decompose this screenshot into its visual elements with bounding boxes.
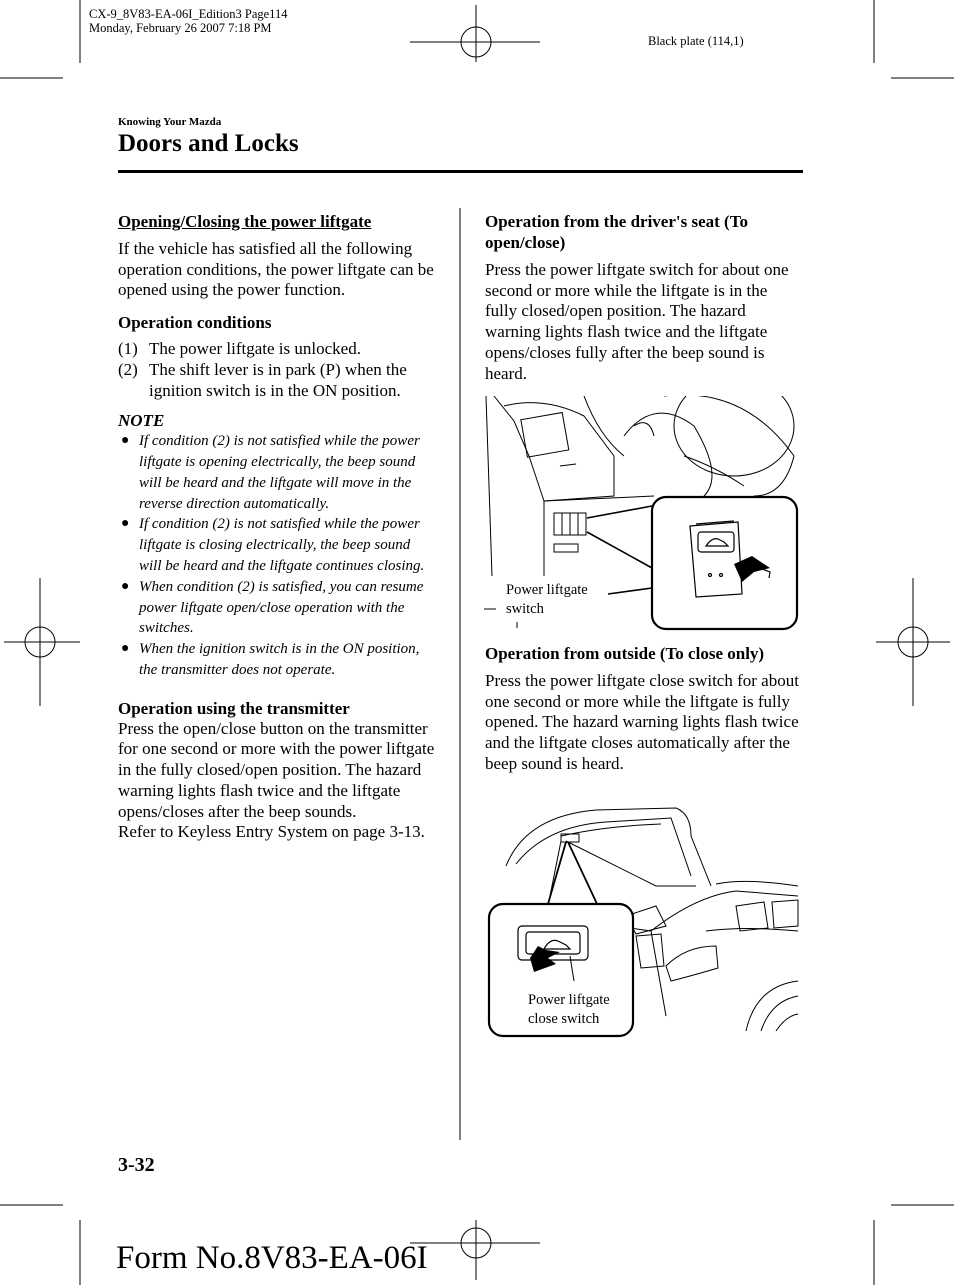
note-text: When condition (2) is satisfied, you can resume power liftgate open/close operation with the switches. [139, 578, 424, 637]
note-text: If condition (2) is not satisfied while the power liftgate is closing electrically, the beep sound will be heard and the liftgate continues closing. [139, 516, 425, 574]
fig1-caption-line2: switch [506, 601, 544, 617]
fig1-caption-line1: Power liftgate [506, 582, 588, 598]
outside-paragraph: Press the power liftgate close switch for about one second or more while the liftgate is fully opened. The hazard warning lights flash twice and the liftgate closes automatically after the beep sound is heard. [485, 671, 799, 773]
note-item [118, 639, 436, 681]
bullet-icon: ● [121, 641, 130, 657]
section-label: Knowing Your Mazda [118, 116, 222, 128]
note-text: When the ignition switch is in the ON position, the transmitter does not operate. [139, 641, 420, 678]
registration-mark-left [4, 578, 80, 706]
note-item [118, 514, 436, 576]
note-label: NOTE [118, 411, 165, 431]
driver-heading: Operation from the driver's seat (To open/close) [485, 212, 748, 252]
condition-text: The power liftgate is unlocked. [149, 339, 361, 359]
transmitter-paragraph: Press the open/close button on the transmitter for one second or more with the power liftgate in the fully closed/open position. The hazard warning lights flash twice and the liftgate opens/closes after the beep sounds. [118, 718, 435, 821]
right-column-top [485, 211, 803, 384]
bullet-icon: ● [121, 433, 130, 449]
file-info: CX-9_8V83-EA-06I_Edition3 Page114 [89, 7, 288, 21]
registration-mark-bottom [410, 1220, 540, 1280]
registration-mark-top [410, 5, 540, 62]
conditions-heading: Operation conditions [118, 313, 272, 333]
condition-number: (2) [118, 359, 138, 379]
page-title: Doors and Locks [118, 130, 299, 157]
intro-paragraph: If the vehicle has satisfied all the following operation conditions, the power liftgate can be opened using the power function. [118, 239, 434, 300]
note-list [118, 431, 436, 681]
plate-info: Black plate (114,1) [648, 34, 744, 48]
condition-number: (1) [118, 339, 138, 359]
condition-item [118, 339, 436, 360]
conditions-list [118, 339, 436, 401]
note-item [118, 431, 436, 514]
transmitter-reference: Refer to Keyless Entry System on page 3-13. [118, 822, 425, 842]
condition-text: The shift lever is in park (P) when the ignition switch is in the ON position. [149, 359, 407, 400]
outside-heading: Operation from outside (To close only) [485, 644, 765, 663]
page-number: 3-32 [118, 1154, 155, 1176]
note-text: If condition (2) is not satisfied while the power liftgate is opening electrically, the beep sound will be heard and the liftgate will move in the reverse direction automatically. [139, 433, 420, 512]
driver-paragraph: Press the power liftgate switch for about one second or more while the liftgate is in the fully closed/open position. The hazard warning lights flash twice and the liftgate opens/closes fully after the beep sound is heard. [485, 260, 789, 383]
note-item [118, 577, 436, 639]
fig2-caption-line2: close switch [528, 1011, 600, 1027]
bullet-icon: ● [121, 578, 130, 594]
condition-item [118, 360, 436, 401]
bullet-icon: ● [121, 516, 130, 532]
date-info: Monday, February 26 2007 7:18 PM [89, 21, 272, 35]
left-column [118, 211, 436, 843]
right-column-middle [485, 643, 803, 775]
fig2-caption-line1: Power liftgate [528, 992, 610, 1008]
liftgate-heading: Opening/Closing the power liftgate [118, 212, 372, 231]
form-number: Form No.8V83-EA-06I [116, 1240, 428, 1276]
registration-mark-right [876, 578, 950, 706]
transmitter-heading: Operation using the transmitter [118, 698, 350, 718]
